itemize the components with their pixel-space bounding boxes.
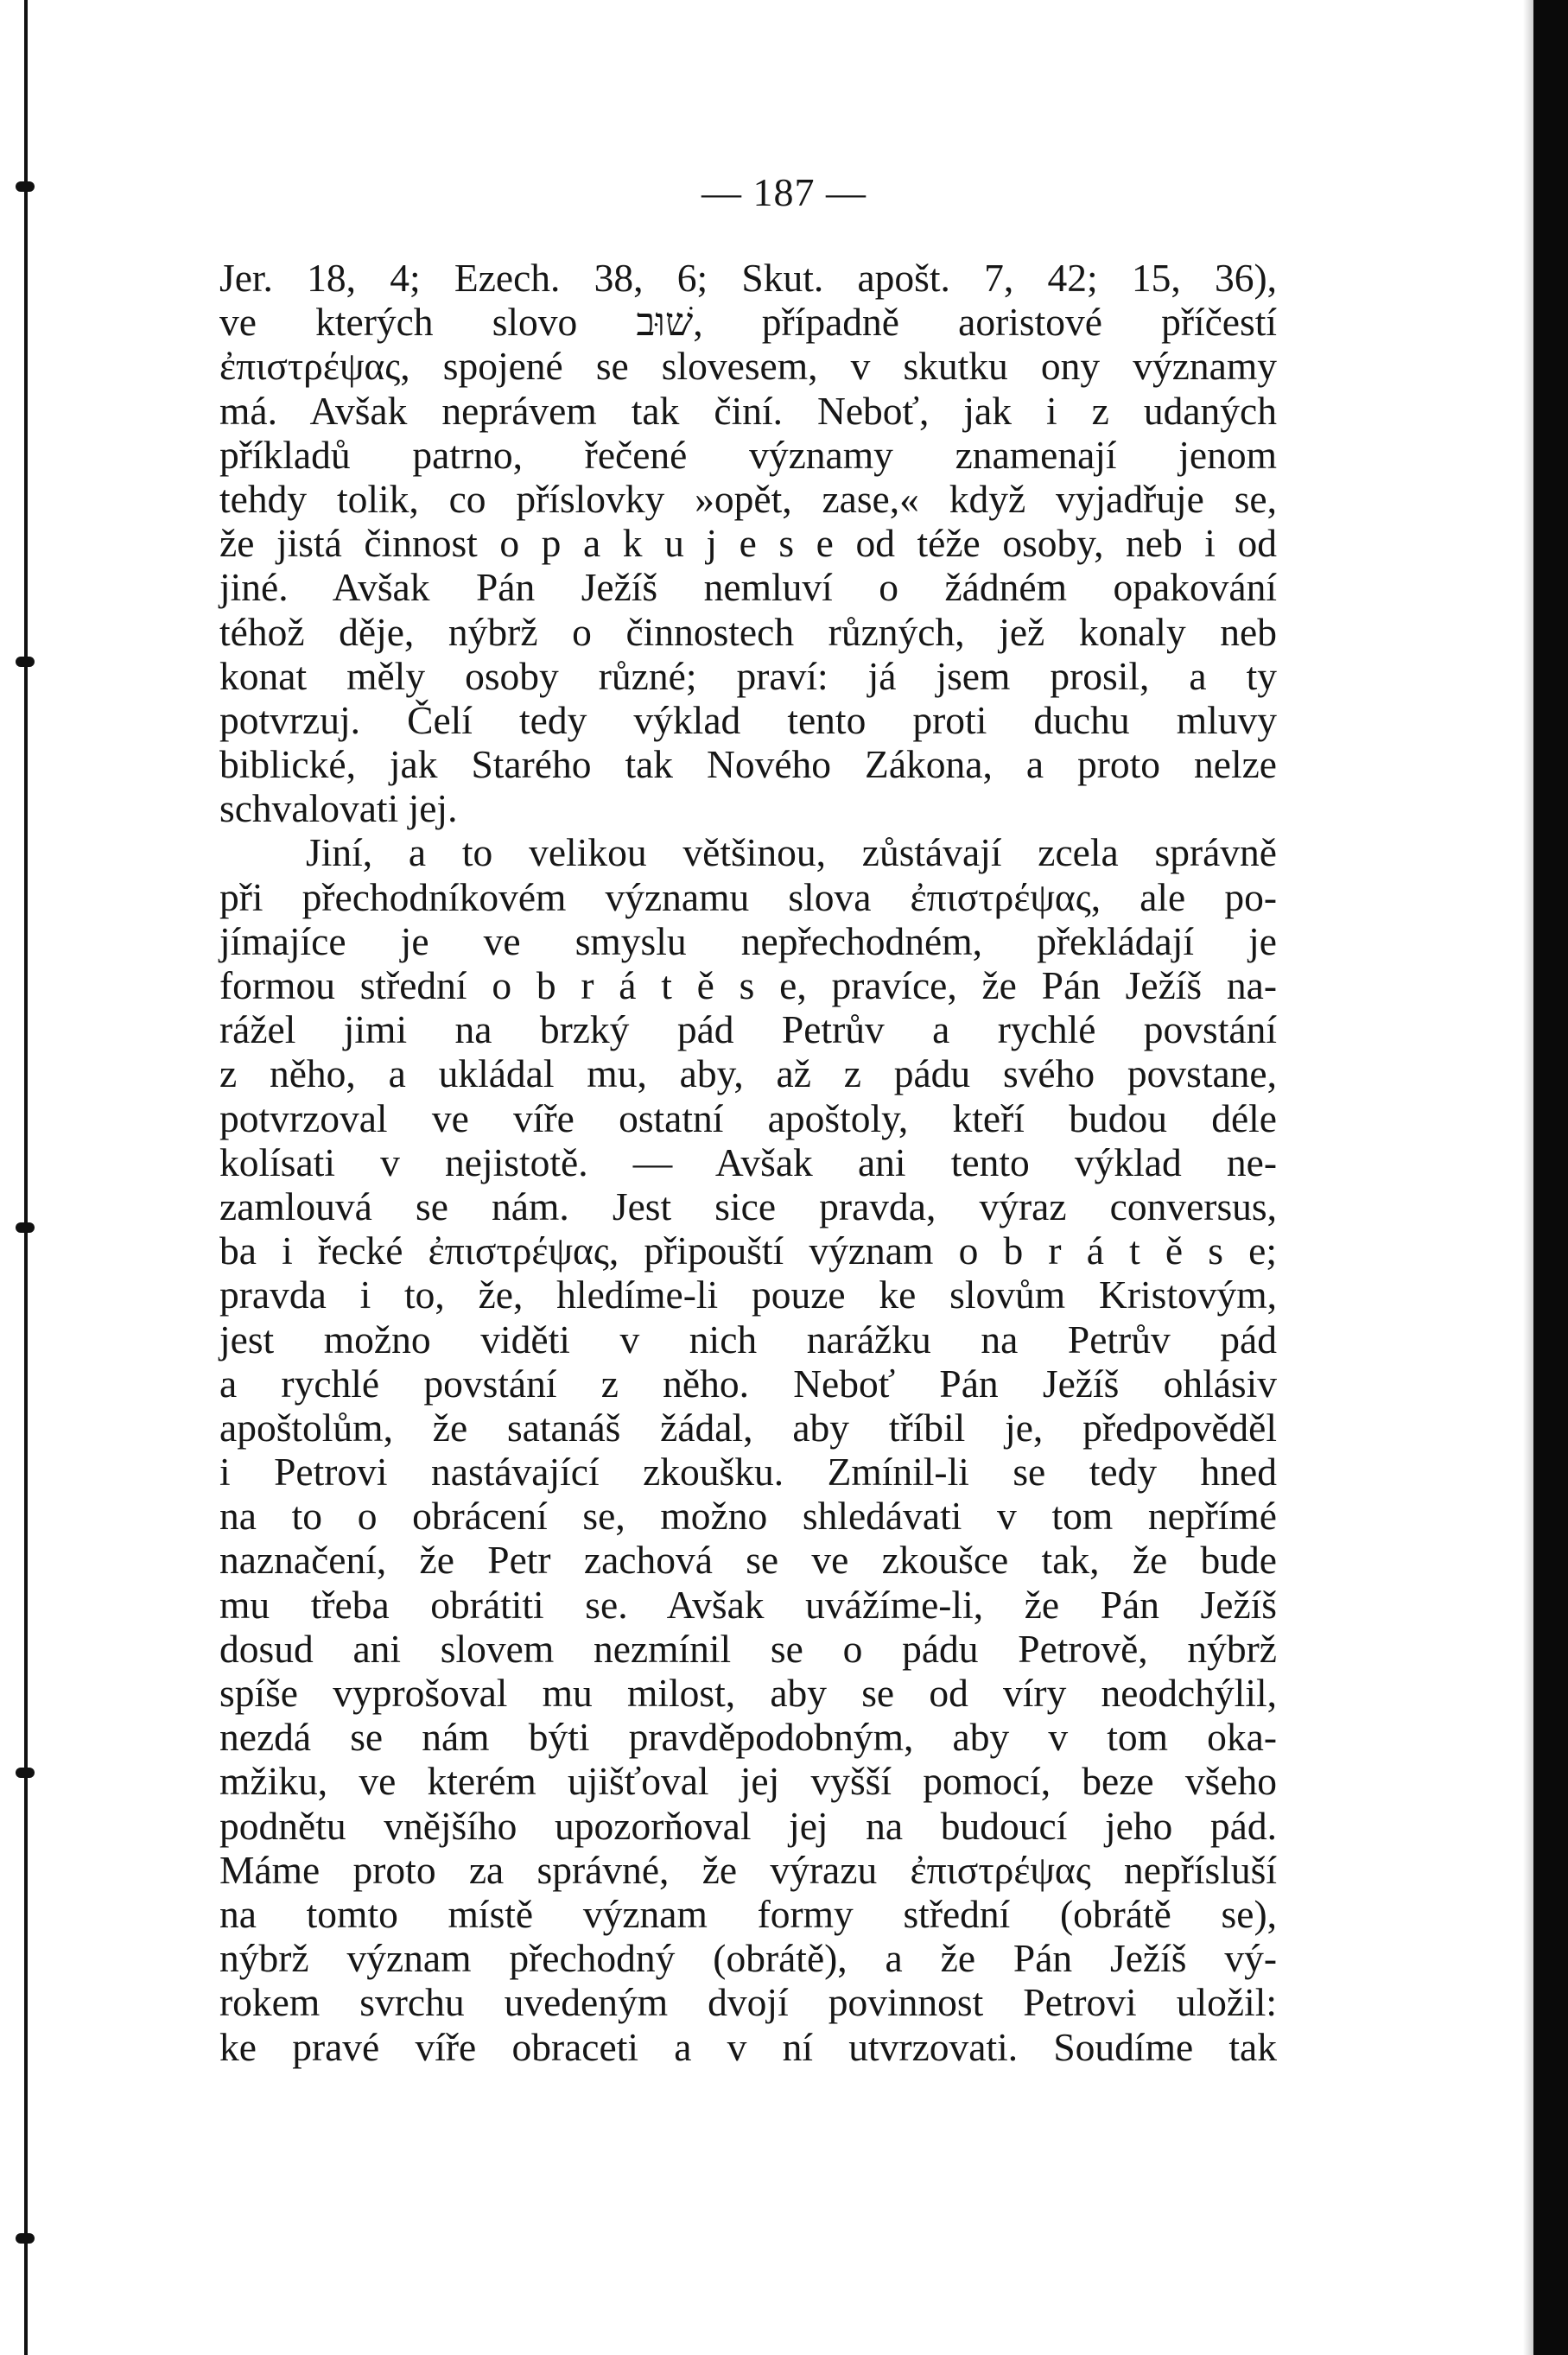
text-line: naznačení, že Petr zachová se ve zkoušce tak, že bude: [219, 1538, 1277, 1583]
text-line: příkladů patrno, řečené významy znamenají jenom: [219, 432, 1277, 477]
text-line: i Petrovi nastávající zkoušku. Zmínil-li se tedy hned: [219, 1450, 1277, 1495]
right-page-edge: [1533, 0, 1568, 2355]
text-line: formou střední o b r á t ě s e, pravíce, že Pán Ježíš na-: [219, 963, 1277, 1007]
text-line: při přechodníkovém významu slova ἐπιστρέψας, ale po-: [219, 874, 1277, 919]
text-line: Jer. 18, 4; Ezech. 38, 6; Skut. apošt. 7, 42; 15, 36),: [219, 256, 1277, 300]
text-line: tehdy tolik, co příslovky »opět, zase,« když vyjadřuje se,: [219, 476, 1277, 521]
text-line: potvrzoval ve víře ostatní apoštoly, kteří budou déle: [219, 1095, 1277, 1140]
text-line: dosud ani slovem nezmínil se o pádu Petrově, nýbrž: [219, 1626, 1277, 1671]
text-line: jiné. Avšak Pán Ježíš nemluví o žádném opakování: [219, 565, 1277, 610]
text-line: podnětu vnějšího upozorňoval jej na budoucí jeho pád.: [219, 1803, 1277, 1848]
text-line: jest možno viděti v nich narážku na Petrův pád: [219, 1317, 1277, 1362]
text-line: ba i řecké ἐπιστρέψας, připouští význam o b r á t ě s e;: [219, 1228, 1277, 1273]
text-line: biblické, jak Starého tak Nového Zákona, a proto nelze: [219, 742, 1277, 787]
text-line: nýbrž význam přechodný (obrátě), a že Pán Ježíš vý-: [219, 1936, 1277, 1981]
page-number: — 187 —: [701, 170, 867, 214]
binding-mark: [16, 657, 35, 667]
text-line: spíše vyprošoval mu milost, aby se od víry neodchýlil,: [219, 1671, 1277, 1715]
text-line: má. Avšak neprávem tak činí. Neboť, jak i z udaných: [219, 388, 1277, 433]
text-line: na to o obrácení se, možno shledávati v tom nepřímé: [219, 1494, 1277, 1539]
text-line: rokem svrchu uvedeným dvojí povinnost Petrovi uložil:: [219, 1980, 1277, 2025]
text-line: mu třeba obrátiti se. Avšak uvážíme-li, že Pán Ježíš: [219, 1582, 1277, 1627]
text-line: Jiní, a to velikou většinou, zůstávají zcela správně: [306, 830, 1277, 875]
text-line: na tomto místě význam formy střední (obrátě se),: [219, 1891, 1277, 1936]
text-line: že jistá činnost o p a k u j e s e od téže osoby, neb i od: [219, 521, 1277, 566]
binding-mark: [16, 2233, 35, 2244]
text-line: potvrzuj. Čelí tedy výklad tento proti duchu mluvy: [219, 697, 1277, 742]
text-line: mžiku, ve kterém ujišťoval jej vyšší pomocí, beze všeho: [219, 1759, 1277, 1804]
text-line: z něho, a ukládal mu, aby, až z pádu svého povstane,: [219, 1051, 1277, 1096]
text-line: pravda i to, že, hledíme-li pouze ke slovům Kristovým,: [219, 1273, 1277, 1317]
text-line: apoštolům, že satanáš žádal, aby tříbil je, předpověděl: [219, 1405, 1277, 1450]
text-line: schvalovati jej.: [219, 786, 458, 831]
text-line: zamlouvá se nám. Jest sice pravda, výraz conversus,: [219, 1184, 1277, 1228]
text-line: rážel jimi na brzký pád Petrův a rychlé povstání: [219, 1007, 1277, 1052]
text-line: kolísati v nejistotě. — Avšak ani tento výklad ne-: [219, 1139, 1277, 1184]
text-line: téhož děje, nýbrž o činnostech různých, jež konaly neb: [219, 609, 1277, 654]
text-line: ke pravé víře obraceti a v ní utvrzovati. Soudíme tak: [219, 2024, 1277, 2069]
text-line: jímajíce je ve smyslu nepřechodném, překládají je: [219, 918, 1277, 963]
text-line: nezdá se nám býti pravděpodobným, aby v tom oka-: [219, 1715, 1277, 1760]
text-line: Máme proto za správné, že výrazu ἐπιστρέψας nepřísluší: [219, 1847, 1277, 1892]
body-text: [219, 256, 1277, 2069]
page-shadow: [1523, 0, 1533, 2355]
text-line: ἐπιστρέψας, spojené se slovesem, v skutku ony významy: [219, 344, 1277, 389]
text-line: a rychlé povstání z něho. Neboť Pán Ježíš ohlásiv: [219, 1361, 1277, 1406]
binding-edge: [24, 0, 28, 2355]
text-line: konat měly osoby různé; praví: já jsem prosil, a ty: [219, 653, 1277, 698]
text-line: ve kterých slovo שׁוּב, případně aoristové příčestí: [219, 300, 1277, 345]
binding-mark: [16, 1768, 35, 1778]
binding-mark: [16, 1222, 35, 1233]
